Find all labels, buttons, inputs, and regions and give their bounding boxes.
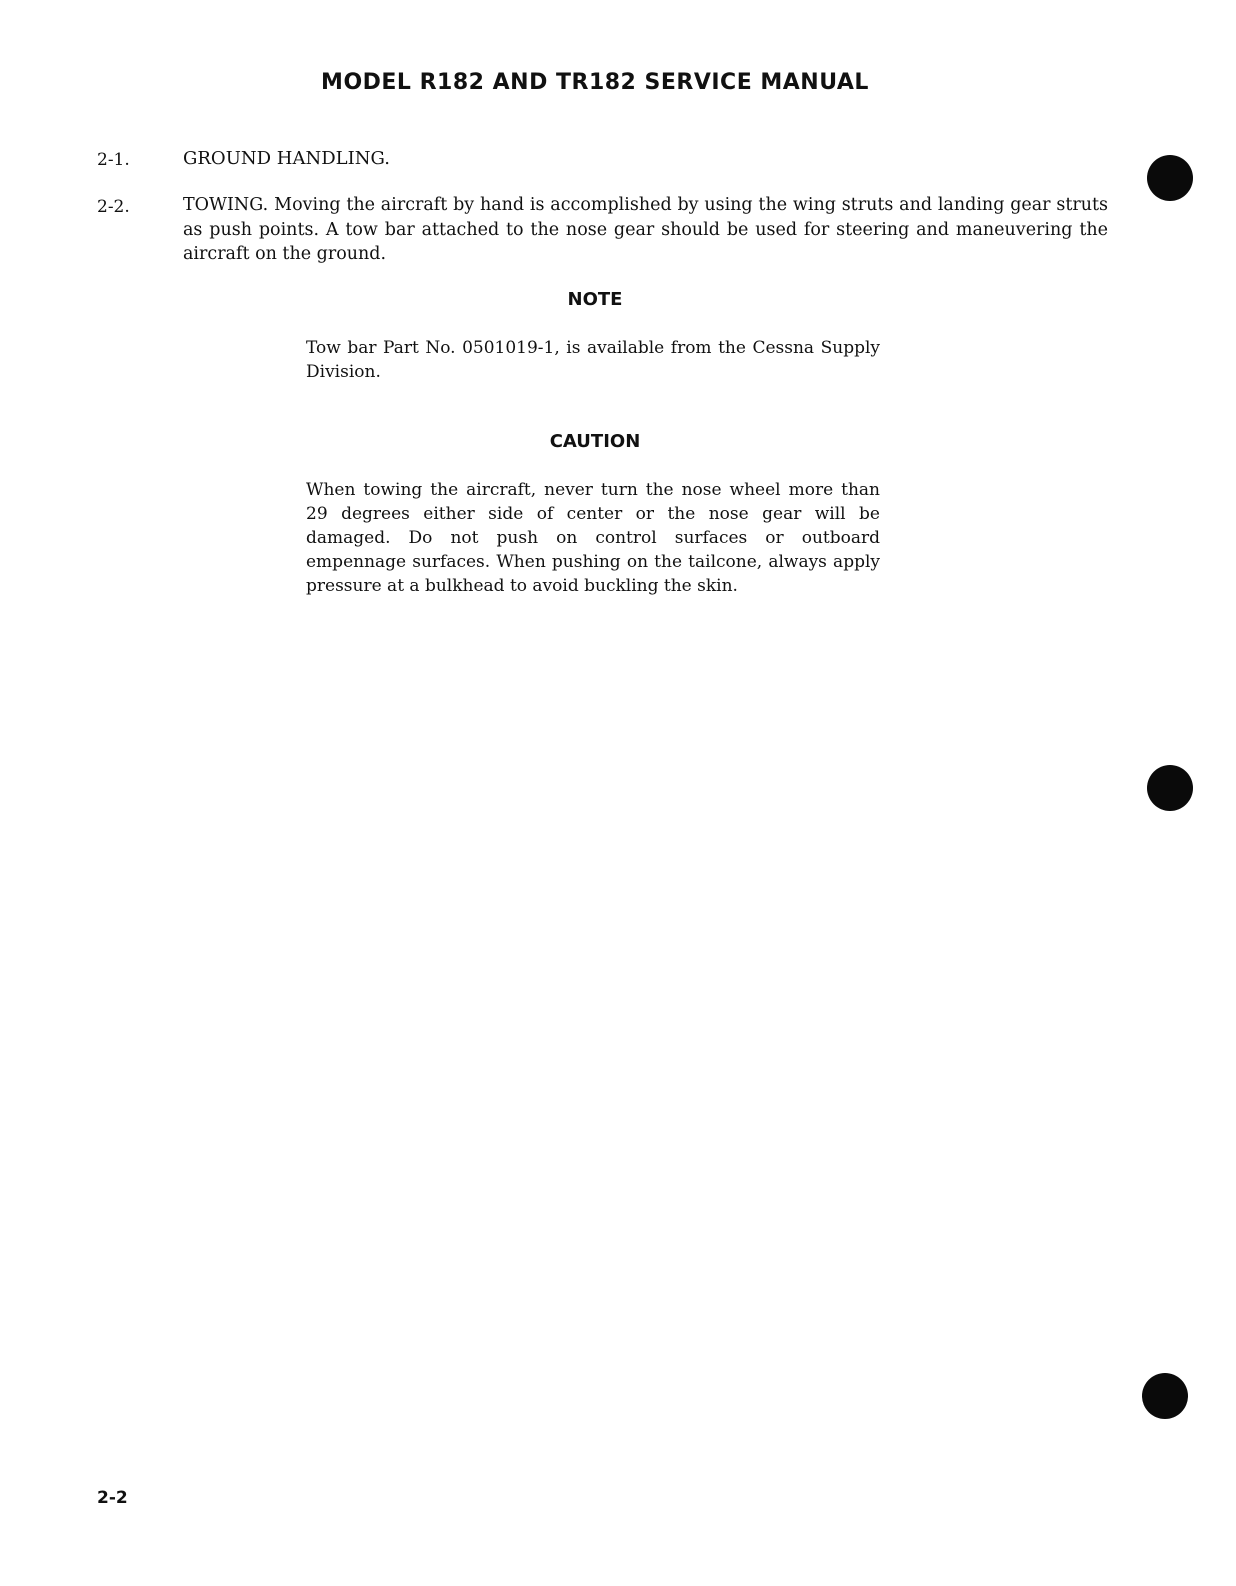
binder-hole-mark-middle	[1147, 765, 1193, 811]
caution-heading: CAUTION	[549, 431, 641, 452]
note-text: Tow bar Part No. 0501019-1, is available from the Cessna Supply Division.	[306, 338, 880, 382]
section-number-2-1: 2-1.	[97, 150, 130, 170]
binder-hole-mark-top	[1147, 155, 1193, 201]
section-title-ground-handling: GROUND HANDLING.	[183, 148, 390, 169]
section-towing-body: Moving the aircraft by hand is accomplished by using the wing struts and landing gear struts as push points. A tow bar attached to the nose gear should be used for steering and maneuvering the aircraft on the ground.	[183, 195, 1108, 264]
page-header-title: MODEL R182 AND TR182 SERVICE MANUAL	[321, 70, 869, 95]
section-number-2-2: 2-2.	[97, 197, 130, 217]
section-title-towing: TOWING.	[183, 195, 269, 215]
binder-hole-mark-bottom	[1142, 1373, 1188, 1419]
section-towing-paragraph	[183, 193, 1108, 267]
caution-text: When towing the aircraft, never turn the nose wheel more than 29 degrees either side of center or the nose gear will be damaged. Do not push on control surfaces or outboard empennage surfaces. When pushing on the tailcone, always apply pressure at a bulkhead to avoid buckling the skin.	[306, 480, 880, 596]
note-heading: NOTE	[567, 289, 623, 310]
page-number: 2-2	[97, 1488, 128, 1508]
